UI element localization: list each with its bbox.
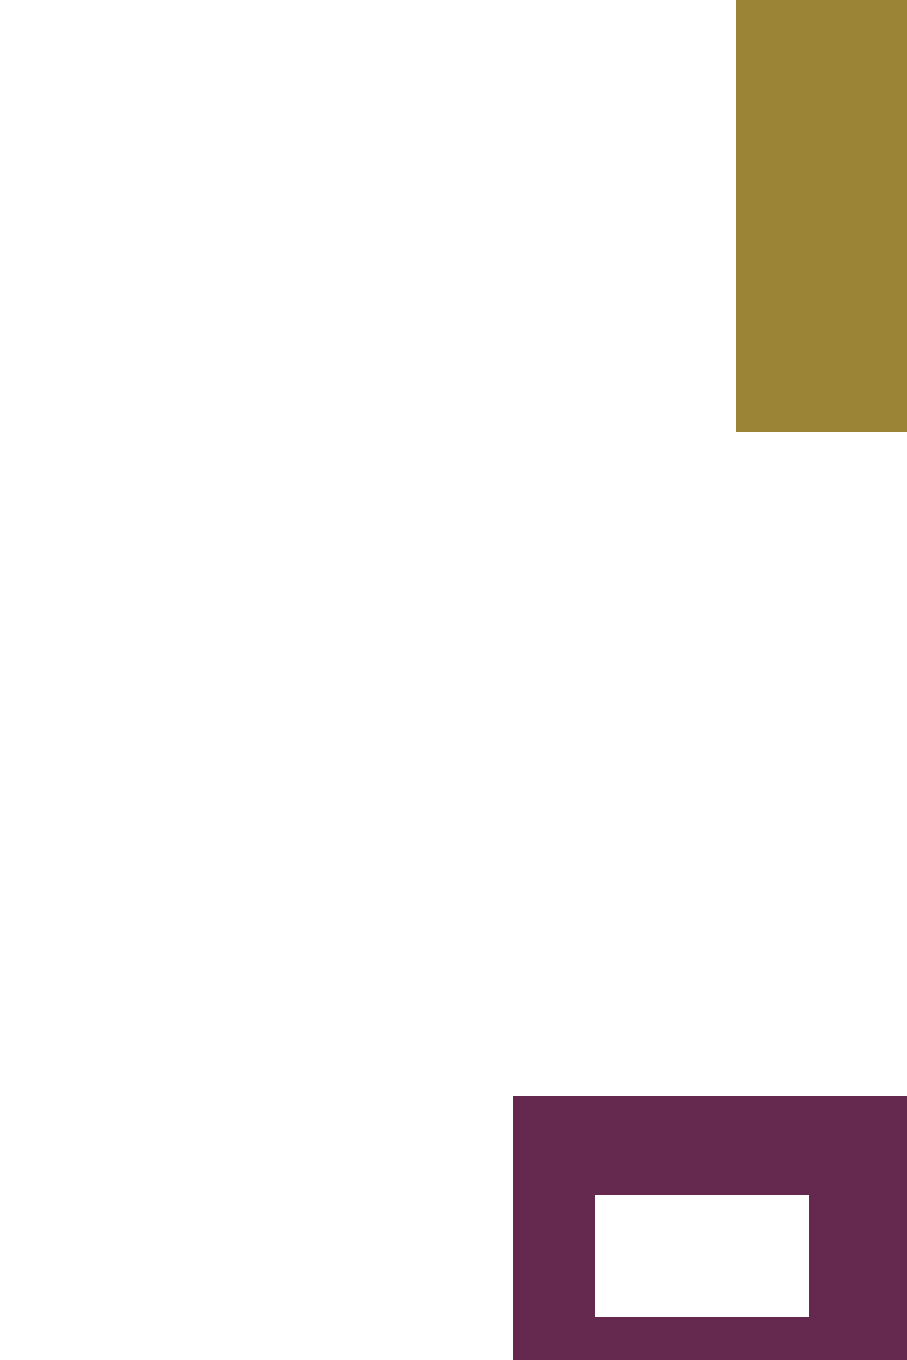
isbn-barcode: [595, 1195, 809, 1317]
series-band: [736, 0, 907, 432]
publisher-panel: [513, 1096, 907, 1360]
series-band-background: [736, 0, 907, 432]
